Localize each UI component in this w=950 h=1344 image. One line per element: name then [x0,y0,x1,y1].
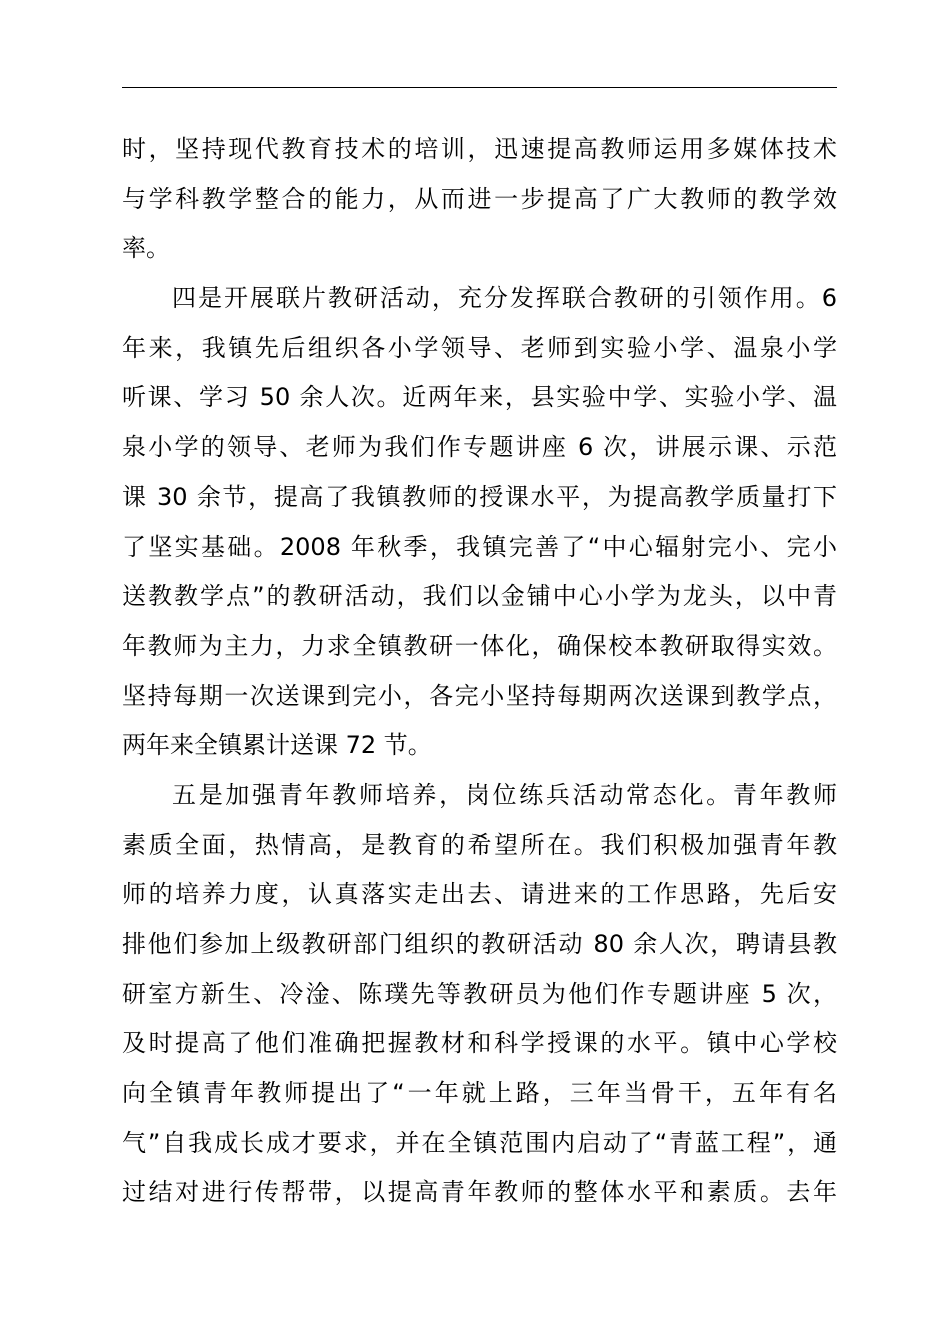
text-line: 率。 [122,234,170,263]
text-line: 年来，我镇先后组织各小学领导、老师到实验小学、温泉小学 [122,333,837,362]
text-line: 及时提高了他们准确把握教材和科学授课的水平。镇中心学校 [122,1029,837,1058]
text-line: 向全镇青年教师提出了“一年就上路，三年当骨干，五年有名 [122,1079,837,1108]
text-line: 年教师为主力，力求全镇教研一体化，确保校本教研取得实效。 [122,631,837,660]
body-text [122,125,837,1218]
text-line: 气”自我成长成才要求，并在全镇范围内启动了“青蓝工程”，通 [122,1128,837,1157]
text-line: 送教教学点”的教研活动，我们以金铺中心小学为龙头，以中青 [122,582,837,611]
text-line: 两年来全镇累计送课 72 节。 [122,731,432,760]
text-line: 研室方新生、冷淦、陈璞先等教研员为他们作专题讲座 5 次， [122,979,837,1008]
text-line: 了坚实基础。2008 年秋季，我镇完善了“中心辐射完小、完小 [122,532,837,561]
text-line: 素质全面，热情高，是教育的希望所在。我们积极加强青年教 [122,830,837,859]
text-line: 坚持每期一次送课到完小，各完小坚持每期两次送课到教学点， [122,681,837,710]
text-line: 泉小学的领导、老师为我们作专题讲座 6 次，讲展示课、示范 [122,433,837,462]
text-line: 与学科教学整合的能力，从而进一步提高了广大教师的教学效 [122,184,837,213]
text-line: 课 30 余节，提高了我镇教师的授课水平，为提高教学质量打下 [122,482,837,511]
header-rule [122,87,837,88]
text-line: 过结对进行传帮带，以提高青年教师的整体水平和素质。去年 [122,1178,837,1207]
text-line: 师的培养力度，认真落实走出去、请进来的工作思路，先后安 [122,880,837,909]
text-line: 五是加强青年教师培养，岗位练兵活动常态化。青年教师 [172,780,837,809]
text-line: 听课、学习 50 余人次。近两年来，县实验中学、实验小学、温 [122,383,837,412]
text-line: 排他们参加上级教研部门组织的教研活动 80 余人次，聘请县教 [122,930,837,958]
text-line: 时，坚持现代教育技术的培训，迅速提高教师运用多媒体技术 [122,135,837,163]
text-line: 四是开展联片教研活动，充分发挥联合教研的引领作用。6 [172,284,837,313]
